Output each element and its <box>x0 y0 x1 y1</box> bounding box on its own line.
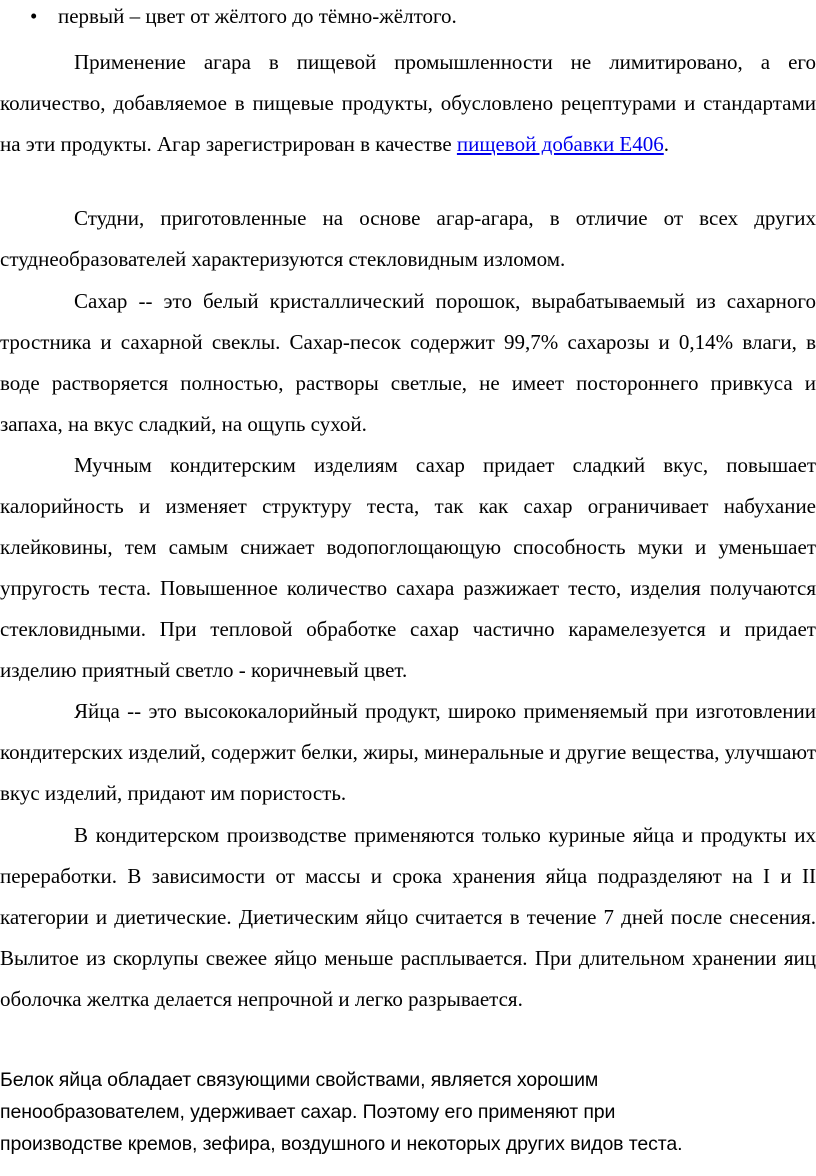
paragraph-egg-processing: В кондитерском производстве применяются только куриные яйца и продукты их переработки. В зависимости от массы и срока хранения яйца подразделяют на I и II категории и диетические. Диетическим яйцо считается в течение 7 дней после снесения. Вылитое из скорлупы свежее яйцо меньше расплывается. При длительном хранении яиц оболочка желтка делается непрочной и легко разрывается. <box>0 823 816 1011</box>
bullet-dot-icon: • <box>30 4 38 28</box>
paragraph-sugar-in-dough: Мучным кондитерским изделиям сахар придает сладкий вкус, повышает калорийность и изменяет структуру теста, так как сахар ограничивает набухание клейковины, тем самым снижает водопоглощающую способность муки и уменьшает упругость теста. Повышенное количество сахара разжижает тесто, изделия получаются стекловидными. При тепловой обработке сахар частично карамелезуется и придает изделию приятный светло - коричневый цвет. <box>0 453 816 682</box>
paragraph-eggs: Яйца -- это высококалорийный продукт, широко применяемый при изготовлении кондитерских изделий, содержит белки, жиры, минеральные и другие вещества, улучшают вкус изделий, придают им пористость. <box>0 699 816 805</box>
food-additive-link[interactable]: пищевой добавки E406 <box>456 132 664 156</box>
paragraph-agar-usage <box>0 42 816 165</box>
paragraph-agar-jelly: Студни, приготовленные на основе агар-агара, в отличие от всех других студнеобразователей характеризуются стекловидным изломом. <box>0 206 816 271</box>
paragraph-sugar: Сахар -- это белый кристаллический порошок, вырабатываемый из сахарного тростника и сахарной свеклы. Сахар-песок содержит 99,7% сахарозы и 0,14% влаги, в воде растворяется полностью, растворы светлые, не имеет постороннего привкуса и запаха, на вкус сладкий, на ощупь сухой. <box>0 289 816 436</box>
bullet-text: первый – цвет от жёлтого до тёмно-жёлтого. <box>58 4 457 28</box>
paragraph-egg-white-line-2: пенообразователем, удерживает сахар. Поэтому его применяют при <box>0 1101 616 1123</box>
paragraph-period: . <box>663 132 670 156</box>
paragraph-egg-white-line-3: производстве кремов, зефира, воздушного и некоторых других видов теста. <box>0 1133 683 1155</box>
paragraph-text: Применение агара в пищевой промышленности не лимитировано, а его количество, добавляемое в пищевые продукты, обусловлено рецептурами и стандартами на эти продукты. Агар зарегистрирован в качестве <box>0 50 816 156</box>
paragraph-egg-white-line-1: Белок яйца обладает связующими свойствами, является хорошим <box>0 1069 599 1091</box>
